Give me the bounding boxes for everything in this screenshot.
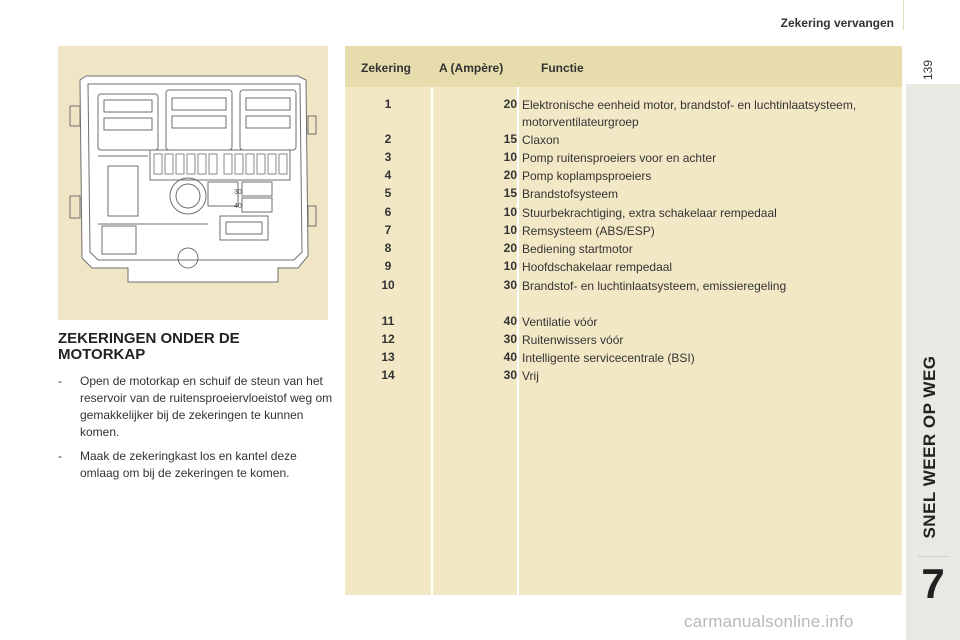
fuse-function: Ventilatie vóór (522, 315, 598, 329)
header-function: Functie (541, 61, 584, 75)
section-heading: ZEKERINGEN ONDER DE MOTORKAP (58, 330, 240, 363)
fuse-number: 2 (384, 132, 392, 146)
fuse-function: Claxon (522, 133, 560, 147)
fuse-amps: 10 (503, 150, 517, 164)
fuse-amps: 10 (503, 259, 517, 273)
fuse-number: 12 (381, 332, 395, 346)
instruction-text: Open de motorkap en schuif de steun van het reservoir van de ruitensproeiervloeistof weg om gemakkelijker bij de zekeringen te kunnen komen. (80, 374, 333, 439)
column-divider (517, 87, 519, 595)
fuse-number: 13 (381, 350, 395, 364)
instruction-item (58, 448, 338, 482)
fuse-amps: 10 (503, 223, 517, 237)
fuse-function: Remsysteem (ABS/ESP) (522, 224, 655, 238)
fuse-number: 4 (384, 168, 392, 182)
fuse-label-30: 30 (234, 189, 242, 196)
fuse-amps: 30 (503, 368, 517, 382)
fuse-number: 14 (381, 368, 395, 382)
fuse-function: Intelligente servicecentrale (BSI) (522, 351, 695, 365)
fuse-number: 6 (384, 205, 392, 219)
fuse-amps: 40 (503, 350, 517, 364)
instruction-text: Maak de zekeringkast los en kantel deze omlaag om bij de zekeringen te komen. (80, 449, 297, 480)
chapter-tab-divider (918, 556, 948, 557)
fuse-amps: 40 (503, 314, 517, 328)
fuse-amps: 20 (503, 241, 517, 255)
fuse-number: 8 (384, 241, 392, 255)
header-divider (903, 0, 904, 30)
fuse-label-40: 40 (234, 203, 242, 210)
fuse-number: 1 (384, 97, 392, 111)
fuse-box-drawing (58, 46, 328, 320)
fuse-number: 7 (384, 223, 392, 237)
bullet-dash: - (58, 449, 62, 463)
bullet-dash: - (58, 374, 62, 388)
fuse-function: Pomp koplampsproeiers (522, 169, 652, 183)
fuse-amps: 30 (503, 278, 517, 292)
page-number: 139 (921, 59, 935, 81)
fuse-function: Ruitenwissers vóór (522, 333, 624, 347)
instruction-list (58, 373, 338, 489)
fuse-amps: 10 (503, 205, 517, 219)
fuse-number: 5 (384, 186, 392, 200)
fuse-number: 11 (381, 314, 395, 328)
fuse-function: Bediening startmotor (522, 242, 633, 256)
fuse-amps: 20 (503, 97, 517, 111)
fuse-number: 10 (381, 278, 395, 292)
fuse-function: Brandstofsysteem (522, 187, 619, 201)
watermark: carmanualsonline.info (684, 612, 854, 631)
fuse-number: 3 (384, 150, 392, 164)
fuse-amps: 30 (503, 332, 517, 346)
fuse-amps: 15 (503, 132, 517, 146)
header-amps: A (Ampère) (439, 61, 504, 75)
fuse-amps: 15 (503, 186, 517, 200)
fuse-function: Brandstof- en luchtinlaatsysteem, emissieregeling (522, 279, 787, 293)
chapter-tab-label: SNEL WEER OP WEG (920, 355, 939, 539)
fuse-number: 9 (384, 259, 392, 273)
header-fuse: Zekering (361, 61, 412, 75)
fuse-function: Pomp ruitensproeiers voor en achter (522, 151, 717, 165)
fuse-table (345, 46, 902, 595)
instruction-item (58, 373, 338, 441)
fuse-function: Hoofdschakelaar rempedaal (522, 260, 673, 274)
fuse-amps: 20 (503, 168, 517, 182)
fuse-function: Vrij (522, 369, 539, 383)
fuse-function: Stuurbekrachtiging, extra schakelaar rempedaal (522, 206, 777, 220)
table-header-row (345, 46, 902, 87)
chapter-number: 7 (921, 560, 945, 607)
fuse-box-illustration (58, 46, 328, 320)
page-header-title: Zekering vervangen (780, 16, 894, 30)
fuse-function: Elektronische eenheid motor, brandstof- en luchtinlaatsysteem, motorventilateurgroep (522, 98, 857, 129)
